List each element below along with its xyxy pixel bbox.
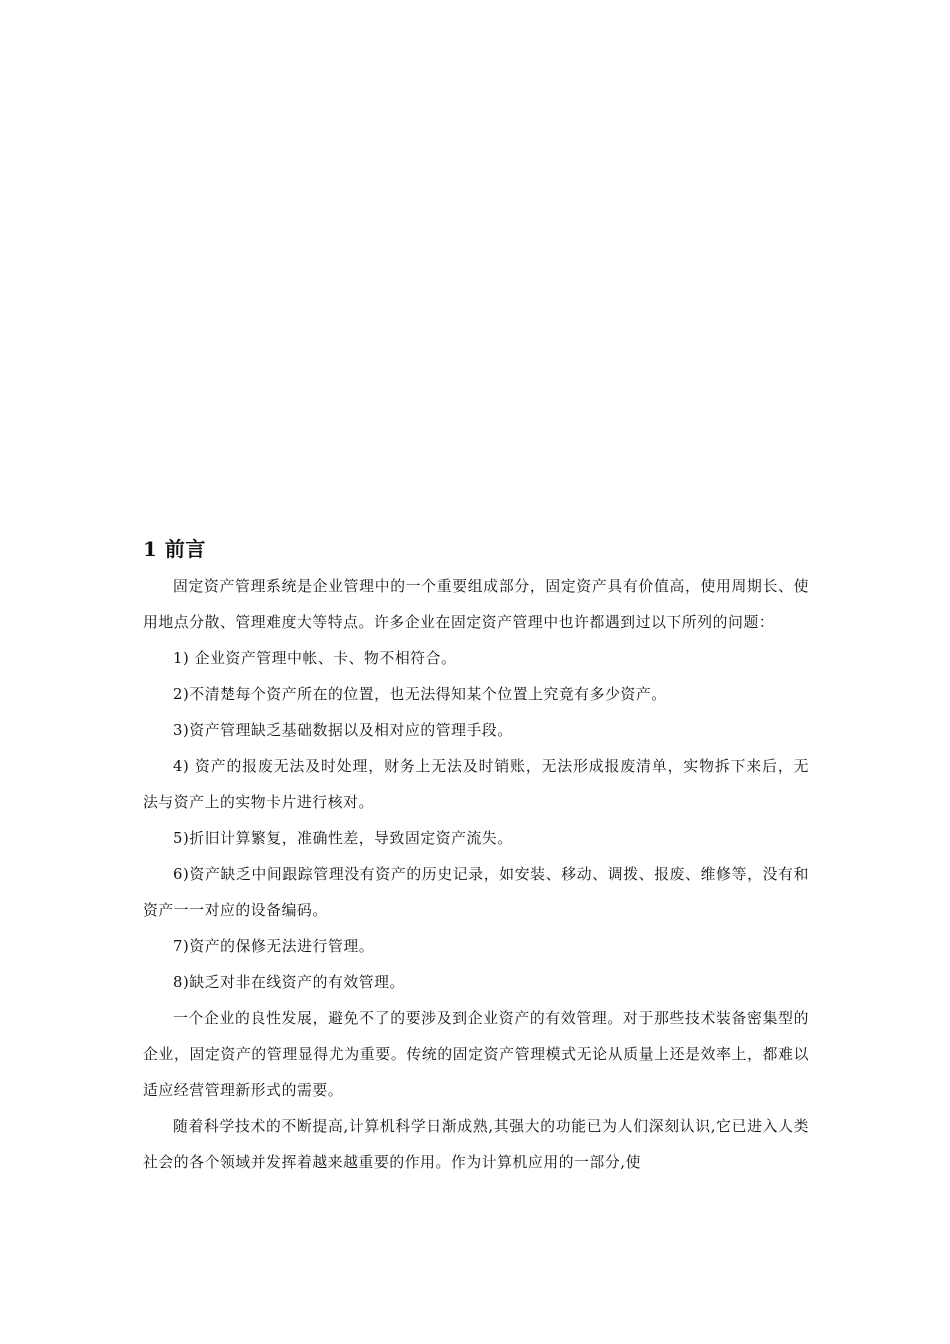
section-heading: 1 前言 (143, 537, 206, 561)
list-item-7: 7)资产的保修无法进行管理。 (173, 938, 375, 955)
list-item-6: 6)资产缺乏中间跟踪管理没有资产的历史记录，如安装、移动、调拨、报废、维修等，没有和资产一一对应的设备编码。 (143, 866, 809, 919)
list-item-2: 2)不清楚每个资产所在的位置，也无法得知某个位置上究竟有多少资产。 (173, 686, 667, 703)
document-body (143, 534, 809, 1181)
list-item-4: 4) 资产的报废无法及时处理，财务上无法及时销账，无法形成报废清单，实物拆下来后，无法与资产上的实物卡片进行核对。 (143, 758, 809, 811)
intro-paragraph: 固定资产管理系统是企业管理中的一个重要组成部分，固定资产具有价值高，使用周期长、使用地点分散、管理难度大等特点。许多企业在固定资产管理中也许都遇到过以下所列的问题： (143, 578, 809, 631)
list-item-3: 3)资产管理缺乏基础数据以及相对应的管理手段。 (173, 722, 513, 739)
list-item-5: 5)折旧计算繁复，准确性差，导致固定资产流失。 (173, 830, 513, 847)
body-paragraph: 随着科学技术的不断提高,计算机科学日渐成熟,其强大的功能已为人们深刻认识,它已进入人类社会的各个领域并发挥着越来越重要的作用。作为计算机应用的一部分,使 (143, 1118, 809, 1171)
body-paragraph: 一个企业的良性发展，避免不了的要涉及到企业资产的有效管理。对于那些技术装备密集型的企业，固定资产的管理显得尤为重要。传统的固定资产管理模式无论从质量上还是效率上，都难以适应经营管理新形式的需要。 (143, 1010, 809, 1099)
list-item-8: 8)缺乏对非在线资产的有效管理。 (173, 974, 405, 991)
list-item-1: 1) 企业资产管理中帐、卡、物不相符合。 (173, 650, 457, 667)
